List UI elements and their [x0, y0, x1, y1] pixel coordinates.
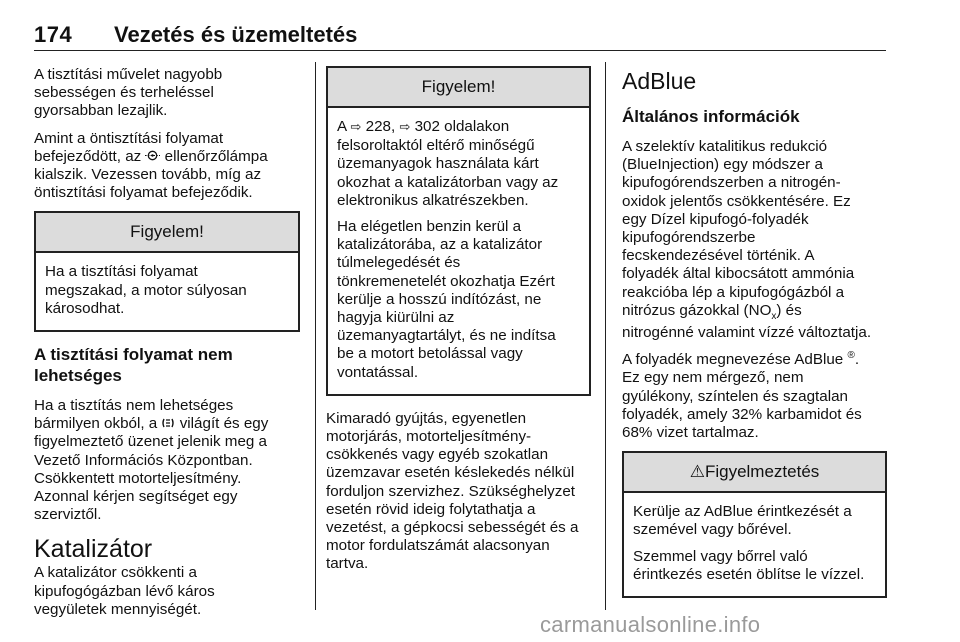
caution-text: Ha a tisztítási folyamat megszakad, a motor súlyosan károsodhat. [45, 263, 247, 317]
column-divider-1 [315, 62, 316, 610]
page-ref-arrow-icon: ⇨ [350, 120, 362, 135]
column-3 [622, 66, 887, 598]
paragraph-cleaning-speed: A tisztítási művelet nagyobb sebességen és terheléssel gyorsabban lezajlik. [34, 66, 223, 120]
column-1 [34, 66, 300, 628]
paragraph-cleaning-finished: Amint a öntisztítási folyamat befejeződött, az ellenőrzőlámpa kialszik. Vezessen tovább, míg az öntisztítási folyamat befejeződik. [34, 129, 268, 202]
warning-box-title: ⚠Figyelmeztetés [624, 453, 885, 493]
filter-lamp-icon [145, 149, 160, 162]
caution-text-unburnt-fuel: Ha elégetlen benzin kerül a katalizátorába, az a katalizátor túlmelegedését és tönkremenetelét okozhatja Ezért kerülje a hosszú indítózást, ne hagyja kiürülni az üzemanyagtartályt, és ne indítsa be a motort betolással vagy vontatással. [337, 218, 556, 381]
warning-triangle-icon: ⚠ [689, 462, 705, 483]
caution-box-title: Figyelem! [36, 213, 298, 253]
paragraph-cleaning-impossible: Ha a tisztítás nem lehetséges bármilyen okból, a világít és egy figyelmeztető üzenet jelenik meg a Vezető Információs Központban. Csökkentett motorteljesítmény. Azonnal kérjen segítséget egy szerviztől. [34, 397, 269, 524]
page-number: 174 [34, 22, 73, 47]
column-divider-2 [605, 62, 606, 610]
warning-box-body [624, 493, 885, 596]
caution-box-cleaning [34, 211, 300, 332]
warning-box-adblue [622, 451, 887, 598]
section-heading-general-info: Általános információk [622, 107, 800, 126]
caution-text-fuel-quality: A ⇨ 228, ⇨ 302 oldalakon felsoroltaktól eltérő minőségű üzemanyagok használata kárt okozhat a katalizátorban vagy az elektronikus alkatrészekben. [337, 118, 559, 209]
page-ref-arrow-icon: ⇨ [399, 120, 411, 135]
page-ref-link[interactable]: 302 [414, 118, 440, 135]
caution-box-fuel [326, 66, 591, 396]
paragraph-catalyst: A katalizátor csökkenti a kipufogógázban lévő káros vegyületek mennyiségét. [34, 564, 215, 618]
paragraph-scr: A szelektív katalitikus redukció (BlueInjection) egy módszer a kipufogórendszerben a nitrogén- oxidok jelentős csökkentésére. Ez egy Dízel kipufogó-folyadék kipufogórendszerbe fecskendezésével történik. A folyadék által kibocsátott ammónia reakcióba lép a kipufogógázból a nitrózus gázokkal $(NO_x)$ és [622, 138, 855, 322]
caution-box-body [328, 108, 589, 394]
paragraph-conversion: nitrogénné valamint vízzé változtatja. [622, 324, 872, 342]
section-heading-catalyst: Katalizátor [34, 535, 153, 564]
header-divider [34, 50, 886, 51]
page-header [34, 22, 886, 52]
glow-plug-icon [161, 416, 175, 430]
column-2 [326, 66, 591, 583]
page-title: Vezetés és üzemeltetés [114, 22, 358, 47]
paragraph-misfire: Kimaradó gyújtás, egyenetlen motorjárás, motorteljesítmény- csökkenés vagy egyéb szokatlan üzemzavar esetén késlekedés nélkül forduljon szervizhez. Szükséghelyzet esetén rövid ideig folytathatja a vezetést, a gépkocsi sebességét és a motor fordulatszámát alacsonyan tartva. [326, 409, 579, 573]
paragraph-adblue-name: A folyadék megnevezése AdBlue ®. Ez egy nem mérgező, nem gyúlékony, színtelen és szagtalan folyadék, amely 32% karbamidot és 68% vizet tartalmaz. [622, 350, 862, 442]
warning-text-rinse: Szemmel vagy bőrrel való érintkezés esetén öblítse le vízzel. [633, 547, 865, 583]
caution-box-body [36, 253, 298, 330]
section-heading-adblue: AdBlue [622, 68, 697, 94]
page-ref-link[interactable]: 228 [365, 118, 391, 135]
warning-text-contact: Kerülje az AdBlue érintkezését a szemével vagy bőrével. [633, 503, 852, 539]
watermark: carmanualsonline.info [540, 612, 761, 637]
caution-box-title: Figyelem! [328, 68, 589, 108]
section-heading-cleaning-impossible: A tisztítási folyamat nem lehetséges [34, 345, 233, 386]
